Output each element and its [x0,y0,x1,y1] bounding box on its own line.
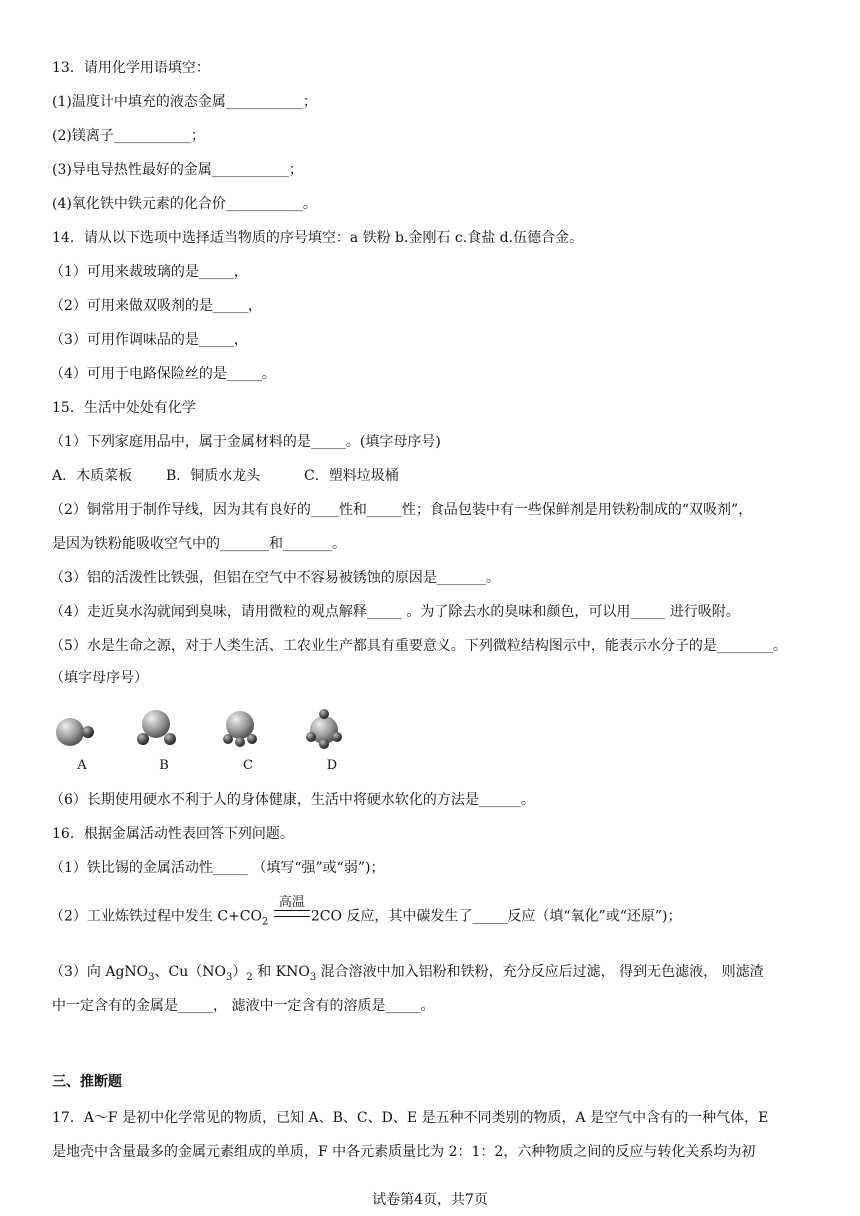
q16-part-3a-post: 混合溶液中加入铝粉和铁粉，充分反应后过滤， 得到无色滤液， 则滤渣 [316,964,764,980]
sub: 3 [309,971,317,983]
q17-line-2: 是地壳中含量最多的金属元素组成的单质，F 中各元素质量比为 2：1：2，六种物质之间的反应与转化关系均为初 [52,1144,756,1160]
q13-item-1: (1)温度计中填充的液态金属___________； [52,94,317,110]
text: 和 KNO [252,964,310,980]
q16-part-1: （1）铁比锡的金属活动性_____ （填写“强”或“弱”)； [50,860,385,876]
q14-title: 14．请从以下选项中选择适当物质的序号填空：a 铁粉 b.金刚石 c.食盐 d.伍德合金。 [52,230,584,246]
q16-part-3a [50,962,764,988]
q15-part-5b: （填字母序号） [50,670,148,686]
q16-part-2-pre: （2）工业炼铁过程中发生 C+CO [50,908,262,925]
q13-title: 13．请用化学用语填空： [52,60,210,76]
q15-option-c: C．塑料垃圾桶 [304,468,399,484]
q14-item-2: （2）可用来做双吸剂的是_____， [50,298,262,314]
q16-part-2-sub: 2 [262,916,269,928]
q14-item-1: （1）可用来裁玻璃的是_____， [50,264,248,280]
q15-option-a: A．木质菜板 [52,468,133,484]
molecule-figure [52,706,372,778]
sub: 3 [226,971,233,983]
q16-part-2 [50,895,682,932]
q15-part-6: （6）长期使用硬水不利于人的身体健康，生活中将硬水软化的方法是______。 [50,792,535,808]
sub: 2 [246,971,253,983]
q16-title: 16．根据金属活动性表回答下列问题。 [52,826,294,842]
q13-item-4: (4)氧化铁中铁元素的化合价___________。 [52,196,317,212]
molecule-d-label: D [326,758,338,773]
q15-part-3: （3）铝的活泼性比铁强，但铝在空气中不容易被锈蚀的原因是_______。 [50,570,500,586]
q15-title: 15．生活中处处有化学 [52,400,196,416]
q16-part-3b: 中一定含有的金属是_____， 滤液中一定含有的溶质是_____。 [52,998,435,1014]
q13-item-2: (2)镁离子___________； [52,128,205,144]
text: 、Cu（NO [154,964,227,980]
q15-options [52,466,399,486]
q13-item-3: (3)导电导热性最好的金属___________； [52,162,303,178]
reaction-condition [274,896,310,917]
molecule-b [134,706,194,778]
molecule-a [52,706,112,778]
molecule-a-label: A [77,758,87,773]
q14-item-4: （4）可用于电路保险丝的是_____。 [50,366,276,382]
equals-sign-icon [274,910,310,917]
molecule-b-label: B [159,758,169,773]
q15-part-2a: （2）铜常用于制作导线，因为其有良好的____性和_____性；食品包装中有一些保鲜剂是用铁粉制成的“双吸剂”， [50,502,753,518]
text: ） [232,964,247,980]
q15-part-5a: （5）水是生命之源，对于人类生活、工农业生产都具有重要意义。下列微粒结构图示中，能表示水分子的是________。 [50,638,787,654]
molecule-c [218,706,278,778]
q15-part-4: （4）走近臭水沟就闻到臭味，请用微粒的观点解释_____ 。为了除去水的臭味和颜色，可以用_____ 进行吸附。 [50,604,740,620]
reaction-condition-label: 高温 [278,895,305,910]
molecule-d [302,706,362,778]
q15-part-2b: 是因为铁粉能吸收空气中的_______和_______。 [52,536,346,552]
q16-part-3a-pre: （3）向 AgNO [50,964,149,980]
molecule-c-label: C [243,758,253,773]
q14-item-3: （3）可用作调味品的是_____， [50,332,248,348]
q17-line-1: 17．A～F 是初中化学常见的物质，已知 A、B、C、D、E 是五种不同类别的物质，A 是空气中含有的一种气体，E [52,1110,769,1126]
q15-part-1: （1）下列家庭用品中，属于金属材料的是_____。(填字母序号) [50,434,441,450]
page-footer: 试卷第4页，共7页 [372,1192,488,1208]
q16-part-2-post: 2CO 反应，其中碳发生了_____反应（填“氧化”或“还原”)； [310,908,682,925]
q15-option-b: B．铜质水龙头 [166,468,261,484]
section-heading: 三、推断题 [52,1074,122,1090]
sub: 3 [148,971,155,983]
